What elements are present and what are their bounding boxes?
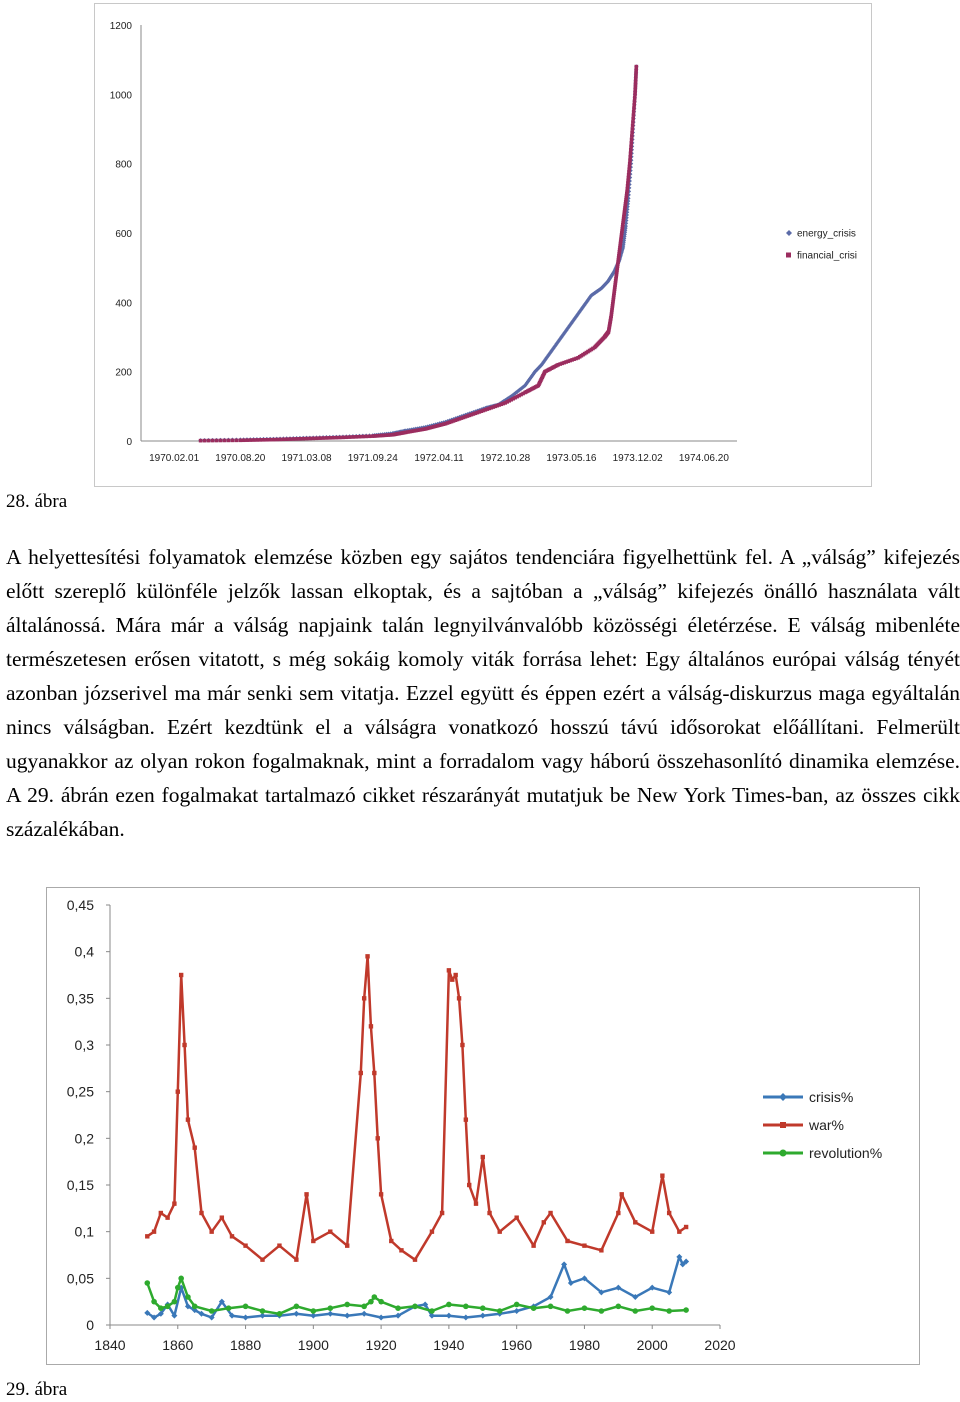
data-point — [193, 1145, 197, 1149]
data-point — [178, 1276, 184, 1282]
series-energy_crisis — [198, 64, 638, 442]
data-point — [361, 435, 365, 439]
data-point — [255, 438, 259, 442]
x-tick-label: 1971.09.24 — [347, 453, 398, 464]
y-tick-label: 0,4 — [74, 943, 94, 960]
data-point — [215, 439, 219, 443]
data-point — [311, 1239, 315, 1243]
series-revolution — [144, 1276, 688, 1317]
data-point — [413, 1257, 417, 1261]
data-point — [158, 1305, 164, 1311]
data-point — [568, 1280, 574, 1286]
data-point — [565, 1239, 569, 1243]
data-point — [364, 435, 368, 439]
data-point — [631, 120, 635, 124]
x-tick-label: 1860 — [162, 1337, 194, 1353]
legend-marker — [786, 253, 791, 258]
data-point — [151, 1299, 157, 1305]
data-point — [145, 1234, 149, 1238]
data-point — [430, 1229, 434, 1233]
x-tick-label: 1880 — [229, 1337, 262, 1353]
data-point — [361, 1304, 367, 1310]
legend-marker — [779, 1093, 787, 1101]
data-point — [308, 437, 312, 441]
data-point — [368, 434, 372, 438]
data-point — [209, 1229, 213, 1233]
data-point — [467, 1183, 471, 1187]
data-point — [260, 1308, 266, 1314]
figure-28-svg — [95, 4, 871, 486]
data-point — [628, 158, 632, 162]
data-point — [260, 1257, 264, 1261]
data-point — [358, 435, 362, 439]
data-point — [243, 1304, 249, 1310]
data-point — [338, 436, 342, 440]
data-point — [235, 439, 239, 443]
figure-29-chart — [46, 887, 920, 1365]
data-point — [252, 438, 256, 442]
data-point — [230, 1234, 234, 1238]
data-point — [295, 437, 299, 441]
data-point — [203, 439, 207, 443]
series-financial_crisi — [199, 65, 638, 443]
data-point — [262, 438, 266, 442]
data-point — [258, 438, 262, 442]
data-point — [447, 968, 451, 972]
data-point — [630, 138, 634, 142]
data-point — [379, 1192, 383, 1196]
data-point — [632, 1308, 638, 1314]
data-point — [633, 1220, 637, 1224]
data-point — [220, 1215, 224, 1219]
data-point — [632, 103, 636, 107]
data-point — [176, 1089, 180, 1093]
data-point — [548, 1304, 554, 1310]
data-point — [667, 1211, 671, 1215]
data-point — [457, 996, 461, 1000]
x-tick-label: 1974.06.20 — [678, 453, 729, 464]
data-point — [354, 435, 358, 439]
data-point — [268, 438, 272, 442]
figure-28-caption: 28. ábra — [6, 491, 68, 512]
data-point — [304, 1192, 308, 1196]
data-point — [635, 65, 639, 69]
y-tick-label: 0,45 — [66, 897, 94, 913]
data-point — [474, 1201, 478, 1205]
data-point — [453, 973, 457, 977]
data-point — [677, 1229, 681, 1233]
data-point — [684, 1225, 688, 1229]
data-point — [599, 1308, 605, 1314]
data-point — [227, 439, 231, 443]
body-paragraph: A helyettesítési folyamatok elemzése közben egy sajátos tendenciára figyelhettünk fel. A „válság” kifejezés előtt szereplő különféle jelzők lassan elkoptak, és a sajtóban a „válság” kifejezés önálló használata vált általánossá. Mára már a válság napjaink talán legnyilvánvalóbb közösségi életérzése. E válság mibenléte természetesen erősen vitatott, s még sokáig komoly viták forrása lehet: Egy általános európai válság tényét azonban józserivel ma már senki sem vitatja. Ezzel együtt és éppen ezért a válság-diskurzus maga egyáltalán nincs válságban. Ezért kezdtünk el a válságra vonatkozó hosszú távú idősorokat előállítani. Felmerült ugyanakkor az olyan rokon fogalmaknak, mint a forradalom vagy háború összehasonlító dinamika elemzése. A 29. ábrán ezen fogalmakat tartalmazó cikket részarányát mutatjuk be New York Times-ban, az összes cikk százalékában. — [6, 545, 960, 841]
data-point — [245, 438, 249, 442]
data-point — [243, 1315, 249, 1321]
data-point — [666, 1289, 672, 1295]
data-point — [207, 439, 211, 443]
data-point — [239, 439, 243, 443]
y-tick-label: 800 — [115, 159, 132, 171]
data-point — [327, 1311, 333, 1317]
data-point — [179, 973, 183, 977]
data-point — [328, 1229, 332, 1233]
y-tick-label: 200 — [115, 367, 132, 379]
data-point — [514, 1308, 520, 1314]
data-point — [277, 1311, 283, 1317]
data-point — [514, 1215, 518, 1219]
y-tick-label: 0,2 — [74, 1130, 94, 1147]
data-point — [192, 1304, 198, 1310]
data-point — [344, 1302, 350, 1308]
data-point — [311, 1308, 317, 1314]
data-point — [293, 1311, 299, 1317]
data-point — [248, 438, 252, 442]
data-point — [372, 1071, 376, 1075]
x-tick-label: 1840 — [94, 1337, 126, 1353]
figure-29-caption: 29. ábra — [6, 1379, 68, 1400]
data-point — [616, 1211, 620, 1215]
x-tick-label: 1970.08.20 — [215, 453, 266, 464]
x-tick-label: 2000 — [636, 1337, 668, 1353]
data-point — [305, 437, 309, 441]
data-point — [311, 437, 315, 441]
data-point — [368, 1299, 374, 1305]
data-point — [629, 148, 633, 152]
data-point — [497, 1308, 503, 1314]
data-point — [172, 1201, 176, 1205]
data-point — [165, 1215, 169, 1219]
data-point — [630, 134, 634, 138]
data-point — [633, 99, 637, 103]
data-point — [446, 1302, 452, 1308]
data-point — [199, 1211, 203, 1215]
data-point — [223, 439, 227, 443]
data-point — [480, 1305, 486, 1311]
data-point — [186, 1117, 190, 1121]
legend-label: war% — [809, 1117, 845, 1133]
data-point — [631, 127, 635, 131]
data-point — [298, 437, 302, 441]
data-point — [531, 1243, 535, 1247]
data-point — [463, 1304, 469, 1310]
y-tick-label: 0,35 — [66, 990, 94, 1007]
data-point — [481, 1155, 485, 1159]
legend-marker — [786, 230, 792, 236]
data-point — [182, 1043, 186, 1047]
data-point — [582, 1305, 588, 1311]
series-line — [147, 956, 686, 1259]
data-point — [265, 438, 269, 442]
data-point — [620, 1192, 624, 1196]
data-point — [211, 439, 215, 443]
data-point — [616, 1304, 622, 1310]
data-point — [372, 1294, 378, 1300]
data-point — [318, 436, 322, 440]
data-point — [632, 113, 636, 117]
data-point — [321, 436, 325, 440]
data-point — [565, 1308, 571, 1314]
x-tick-label: 1972.10.28 — [480, 453, 531, 464]
y-tick-label: 400 — [115, 298, 132, 310]
data-point — [345, 1243, 349, 1247]
data-point — [582, 1243, 586, 1247]
data-point — [629, 151, 633, 155]
x-tick-label: 1971.03.08 — [281, 453, 332, 464]
data-point — [351, 435, 355, 439]
data-point — [335, 436, 339, 440]
data-point — [480, 1313, 486, 1319]
legend-marker — [780, 1122, 786, 1128]
data-point — [628, 162, 632, 166]
data-point — [542, 1220, 546, 1224]
data-point — [362, 996, 366, 1000]
data-point — [412, 1304, 418, 1310]
y-tick-label: 0,05 — [66, 1270, 94, 1287]
x-tick-label: 1973.05.16 — [546, 453, 597, 464]
figure-28-chart — [94, 3, 872, 487]
data-point — [344, 1313, 350, 1319]
data-point — [277, 1243, 281, 1247]
legend-marker — [780, 1150, 787, 1157]
data-point — [631, 124, 635, 128]
data-point — [209, 1308, 215, 1314]
x-tick-label: 1900 — [297, 1337, 329, 1353]
legend-label: crisis% — [809, 1089, 854, 1105]
x-tick-label: 1960 — [501, 1337, 533, 1353]
data-point — [344, 435, 348, 439]
data-point — [328, 436, 332, 440]
data-point — [361, 1311, 367, 1317]
data-point — [275, 438, 279, 442]
data-point — [632, 110, 636, 114]
data-point — [369, 1024, 373, 1028]
data-point — [341, 436, 345, 440]
figure-29-svg — [47, 888, 919, 1364]
data-point — [294, 1304, 300, 1310]
data-point — [463, 1315, 469, 1321]
legend-label: financial_crisi — [797, 250, 858, 262]
data-point — [632, 106, 636, 110]
y-tick-label: 0,25 — [66, 1083, 94, 1100]
data-point — [325, 436, 329, 440]
data-point — [282, 438, 286, 442]
data-point — [599, 1248, 603, 1252]
data-point — [548, 1211, 552, 1215]
data-point — [243, 1243, 247, 1247]
data-point — [631, 117, 635, 121]
data-point — [649, 1305, 655, 1311]
data-point — [199, 439, 203, 443]
y-tick-label: 1200 — [109, 21, 132, 32]
legend-label: revolution% — [809, 1145, 883, 1161]
data-point — [440, 1211, 444, 1215]
x-tick-label: 1980 — [568, 1337, 601, 1353]
data-point — [185, 1294, 191, 1300]
data-point — [359, 1071, 363, 1075]
data-point — [159, 1211, 163, 1215]
series-war — [145, 954, 688, 1262]
y-tick-label: 0,3 — [74, 1037, 94, 1053]
data-point — [378, 1299, 384, 1305]
y-tick-label: 0,15 — [66, 1177, 94, 1193]
y-tick-label: 1000 — [109, 90, 132, 102]
data-point — [285, 437, 289, 441]
y-tick-label: 600 — [115, 229, 132, 240]
data-point — [242, 438, 246, 442]
data-point — [629, 145, 633, 149]
data-point — [650, 1229, 654, 1233]
data-point — [165, 1304, 171, 1310]
data-point — [327, 1305, 333, 1311]
data-point — [531, 1305, 537, 1311]
data-point — [389, 1239, 393, 1243]
data-point — [630, 141, 634, 145]
data-point — [278, 438, 282, 442]
data-point — [378, 1315, 384, 1321]
data-point — [272, 438, 276, 442]
x-tick-label: 1973.12.02 — [612, 453, 663, 464]
data-point — [628, 155, 632, 159]
data-point — [399, 1248, 403, 1252]
x-tick-label: 1970.02.01 — [149, 453, 200, 464]
x-tick-label: 1972.04.11 — [414, 453, 464, 464]
data-point — [498, 1229, 502, 1233]
legend-label: energy_crisis — [797, 228, 856, 240]
data-point — [231, 439, 235, 443]
data-point — [660, 1173, 664, 1177]
data-point — [429, 1308, 435, 1314]
data-point — [633, 96, 637, 100]
y-tick-label: 0,1 — [74, 1223, 94, 1240]
data-point — [226, 1305, 232, 1311]
data-point — [446, 1313, 452, 1319]
data-point — [294, 1257, 298, 1261]
data-point — [331, 436, 335, 440]
x-tick-label: 2020 — [704, 1337, 736, 1353]
y-tick-label: 0 — [86, 1317, 94, 1333]
y-tick-label: 0 — [126, 437, 132, 448]
data-point — [348, 435, 352, 439]
data-point — [666, 1308, 672, 1314]
data-point — [172, 1299, 178, 1305]
data-point — [487, 1211, 491, 1215]
data-point — [376, 1136, 380, 1140]
data-point — [365, 954, 369, 958]
data-point — [460, 1043, 464, 1047]
data-point — [630, 131, 634, 135]
data-point — [144, 1280, 150, 1286]
data-point — [175, 1285, 181, 1291]
data-point — [292, 437, 296, 441]
data-point — [315, 436, 319, 440]
x-tick-label: 1920 — [365, 1337, 397, 1353]
x-tick-label: 1940 — [433, 1337, 465, 1353]
data-point — [450, 977, 454, 981]
data-point — [152, 1229, 156, 1233]
data-point — [288, 437, 292, 441]
data-point — [219, 439, 223, 443]
data-point — [395, 1305, 401, 1311]
data-point — [301, 437, 305, 441]
data-point — [514, 1302, 520, 1308]
data-point — [683, 1307, 689, 1313]
data-point — [464, 1117, 468, 1121]
